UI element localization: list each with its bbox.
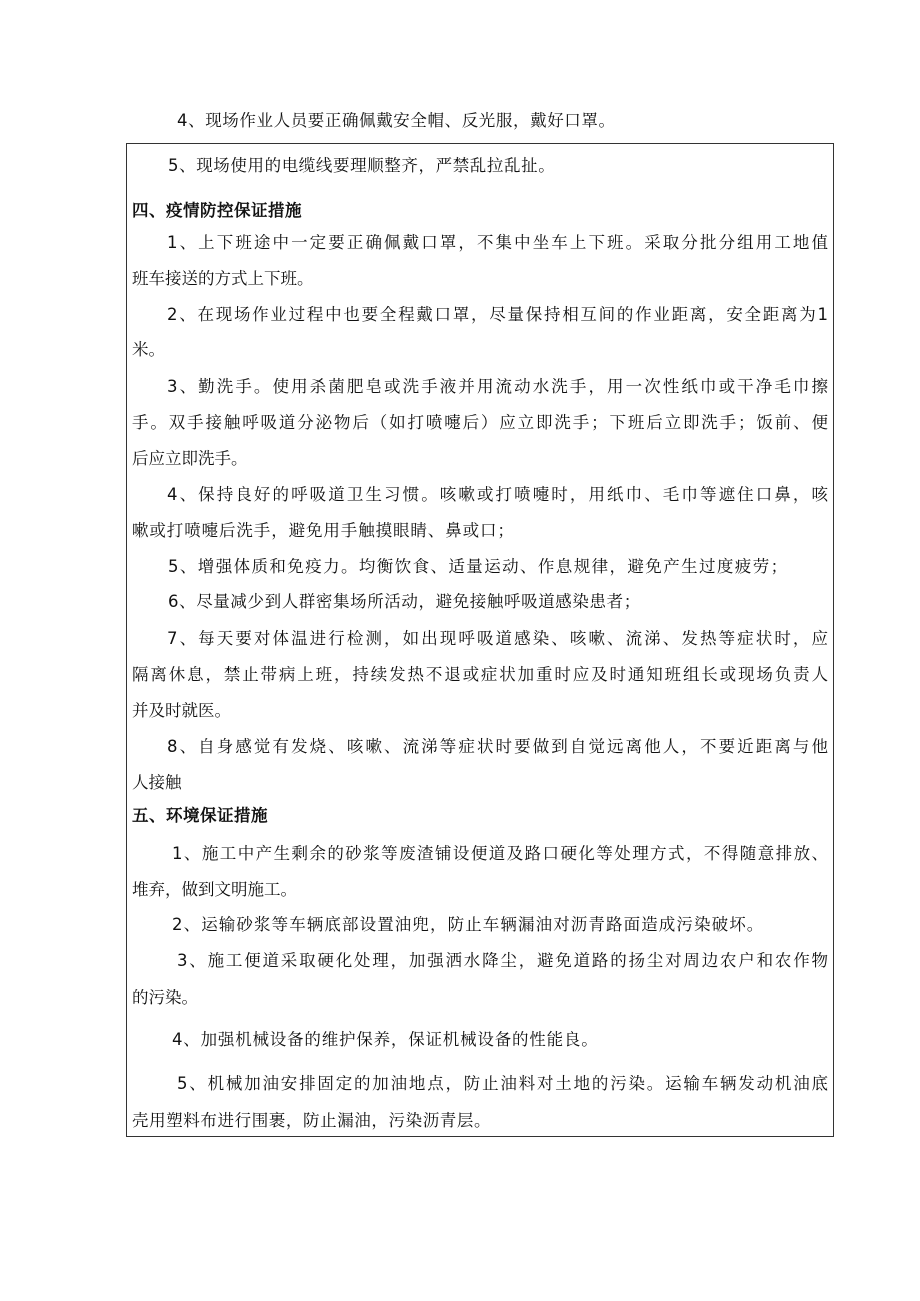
paragraph-line: 嗽或打喷嚏后洗手，避免用手触摸眼睛、鼻或口； bbox=[132, 521, 515, 540]
paragraph-line: 后应立即洗手。 bbox=[132, 449, 248, 468]
paragraph-line: 5、机械加油安排固定的加油地点，防止油料对土地的污染。运输车辆发动机油底 bbox=[177, 1074, 828, 1093]
paragraph-line: 4、保持良好的呼吸道卫生习惯。咳嗽或打喷嚏时，用纸巾、毛巾等遮住口鼻，咳 bbox=[167, 485, 828, 504]
paragraph-line: 6、尽量减少到人群密集场所活动，避免接触呼吸道感染患者； bbox=[168, 592, 641, 611]
paragraph-line: 并及时就医。 bbox=[132, 701, 231, 720]
paragraph-line: 壳用塑料布进行围裹，防止漏油，污染沥青层。 bbox=[132, 1111, 492, 1130]
section-heading-environment: 五、环境保证措施 bbox=[132, 806, 268, 825]
paragraph-line: 3、施工便道采取硬化处理，加强洒水降尘，避免道路的扬尘对周边农户和农作物 bbox=[177, 951, 828, 970]
paragraph-line: 1、施工中产生剩余的砂浆等废渣铺设便道及路口硬化等处理方式，不得随意排放、 bbox=[172, 844, 828, 863]
measures-table-cell bbox=[126, 143, 834, 1137]
paragraph-line: 人接触 bbox=[132, 773, 182, 792]
paragraph-line: 班车接送的方式上下班。 bbox=[132, 269, 314, 288]
paragraph-line: 7、每天要对体温进行检测，如出现呼吸道感染、咳嗽、流涕、发热等症状时，应 bbox=[167, 629, 828, 648]
paragraph-line: 3、勤洗手。使用杀菌肥皂或洗手液并用流动水洗手，用一次性纸巾或干净毛巾擦 bbox=[167, 377, 828, 396]
paragraph-line: 5、增强体质和免疫力。均衡饮食、适量运动、作息规律，避免产生过度疲劳； bbox=[168, 557, 789, 576]
paragraph-line: 8、自身感觉有发烧、咳嗽、流涕等症状时要做到自觉远离他人，不要近距离与他 bbox=[167, 737, 828, 756]
paragraph-line: 隔离休息，禁止带病上班，持续发热不退或症状加重时应及时通知班组长或现场负责人 bbox=[132, 665, 828, 684]
paragraph-line-safety-item-4: 4、现场作业人员要正确佩戴安全帽、反光服，戴好口罩。 bbox=[177, 111, 616, 130]
paragraph-line: 4、加强机械设备的维护保养，保证机械设备的性能良。 bbox=[172, 1030, 599, 1049]
paragraph-line: 手。双手接触呼吸道分泌物后（如打喷嚏后）应立即洗手；下班后立即洗手；饭前、便 bbox=[132, 413, 828, 432]
paragraph-line: 米。 bbox=[132, 340, 165, 359]
paragraph-line: 堆弃，做到文明施工。 bbox=[132, 880, 297, 899]
paragraph-line: 5、现场使用的电缆线要理顺整齐，严禁乱拉乱扯。 bbox=[168, 156, 556, 175]
paragraph-line: 2、在现场作业过程中也要全程戴口罩，尽量保持相互间的作业距离，安全距离为1 bbox=[167, 305, 828, 324]
paragraph-line: 的污染。 bbox=[132, 988, 198, 1007]
section-heading-epidemic: 四、疫情防控保证措施 bbox=[132, 201, 302, 220]
paragraph-line: 2、运输砂浆等车辆底部设置油兜，防止车辆漏油对沥青路面造成污染破坏。 bbox=[172, 915, 765, 934]
paragraph-line: 1、上下班途中一定要正确佩戴口罩，不集中坐车上下班。采取分批分组用工地值 bbox=[167, 233, 828, 252]
